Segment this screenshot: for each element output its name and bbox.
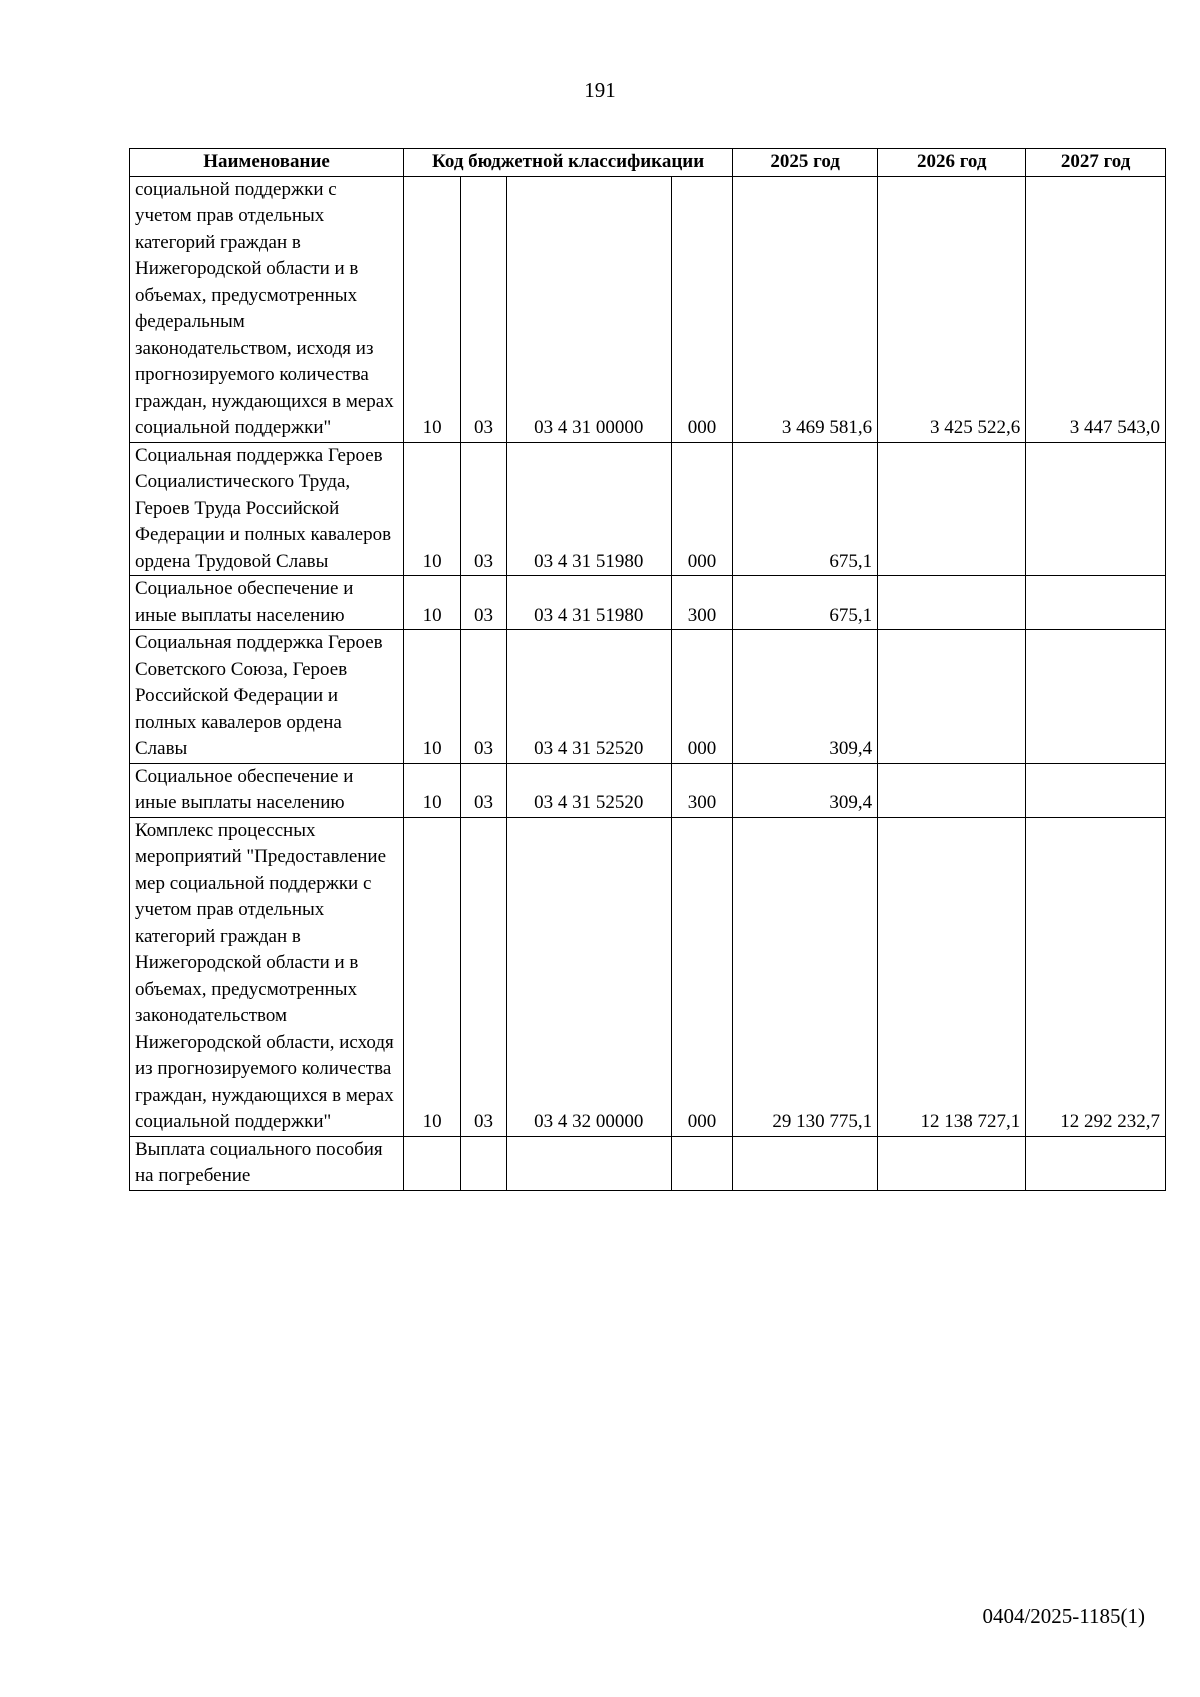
code-subsection: 03: [461, 576, 507, 630]
value-2026: [878, 630, 1026, 764]
code-target-article: 03 4 31 51980: [506, 576, 671, 630]
code-section: [404, 1136, 461, 1190]
code-subsection: 03: [461, 817, 507, 1136]
value-2027: [1026, 1136, 1166, 1190]
value-2026: 3 425 522,6: [878, 176, 1026, 442]
row-name: социальной поддержки с учетом прав отдельных категорий граждан в Нижегородской области и в объемах, предусмотренных федеральным законодательством, исходя из прогнозируемого количества граждан, нуждающихся в мерах социальной поддержки": [130, 176, 404, 442]
code-target-article: 03 4 31 00000: [506, 176, 671, 442]
table-row: [130, 176, 1166, 442]
row-name: Социальное обеспечение и иные выплаты населению: [130, 763, 404, 817]
table-row: [130, 1136, 1166, 1190]
table-row: [130, 630, 1166, 764]
table-row: [130, 576, 1166, 630]
row-name: Социальная поддержка Героев Социалистического Труда, Героев Труда Российской Федерации и полных кавалеров ордена Трудовой Славы: [130, 442, 404, 576]
value-2025: 675,1: [733, 442, 878, 576]
value-2027: 3 447 543,0: [1026, 176, 1166, 442]
header-2026: 2026 год: [878, 149, 1026, 177]
value-2026: [878, 576, 1026, 630]
budget-table: [129, 148, 1166, 1191]
table-row: [130, 763, 1166, 817]
value-2026: [878, 442, 1026, 576]
table-row: [130, 442, 1166, 576]
code-target-article: [506, 1136, 671, 1190]
value-2025: 309,4: [733, 630, 878, 764]
value-2025: [733, 1136, 878, 1190]
code-subsection: 03: [461, 176, 507, 442]
row-name: Комплекс процессных мероприятий "Предоставление мер социальной поддержки с учетом прав отдельных категорий граждан в Нижегородской области и в объемах, предусмотренных законодательством Нижегородской области, исходя из прогнозируемого количества граждан, нуждающихся в мерах социальной поддержки": [130, 817, 404, 1136]
code-expense-type: 000: [671, 442, 732, 576]
value-2027: [1026, 763, 1166, 817]
code-expense-type: 300: [671, 576, 732, 630]
value-2025: 309,4: [733, 763, 878, 817]
code-section: 10: [404, 442, 461, 576]
value-2026: [878, 1136, 1026, 1190]
value-2026: 12 138 727,1: [878, 817, 1026, 1136]
value-2027: 12 292 232,7: [1026, 817, 1166, 1136]
page-number: 191: [584, 78, 616, 102]
code-expense-type: 000: [671, 176, 732, 442]
code-section: 10: [404, 817, 461, 1136]
header-2025: 2025 год: [733, 149, 878, 177]
value-2025: 3 469 581,6: [733, 176, 878, 442]
code-section: 10: [404, 763, 461, 817]
code-section: 10: [404, 576, 461, 630]
code-expense-type: 000: [671, 817, 732, 1136]
value-2027: [1026, 630, 1166, 764]
document-registration-code: 0404/2025-1185(1): [982, 1604, 1145, 1628]
code-target-article: 03 4 32 00000: [506, 817, 671, 1136]
value-2026: [878, 763, 1026, 817]
code-target-article: 03 4 31 52520: [506, 630, 671, 764]
header-name: Наименование: [130, 149, 404, 177]
value-2027: [1026, 442, 1166, 576]
table-header-row: [130, 149, 1166, 177]
value-2025: 29 130 775,1: [733, 817, 878, 1136]
header-code: Код бюджетной классификации: [404, 149, 733, 177]
code-subsection: 03: [461, 630, 507, 764]
row-name: Социальная поддержка Героев Советского Союза, Героев Российской Федерации и полных кавалеров ордена Славы: [130, 630, 404, 764]
value-2027: [1026, 576, 1166, 630]
code-target-article: 03 4 31 51980: [506, 442, 671, 576]
code-section: 10: [404, 630, 461, 764]
code-subsection: 03: [461, 442, 507, 576]
value-2025: 675,1: [733, 576, 878, 630]
code-expense-type: 300: [671, 763, 732, 817]
code-section: 10: [404, 176, 461, 442]
code-target-article: 03 4 31 52520: [506, 763, 671, 817]
code-expense-type: [671, 1136, 732, 1190]
code-subsection: 03: [461, 763, 507, 817]
header-2027: 2027 год: [1026, 149, 1166, 177]
row-name: Выплата социального пособия на погребение: [130, 1136, 404, 1190]
code-subsection: [461, 1136, 507, 1190]
table-row: [130, 817, 1166, 1136]
code-expense-type: 000: [671, 630, 732, 764]
row-name: Социальное обеспечение и иные выплаты населению: [130, 576, 404, 630]
